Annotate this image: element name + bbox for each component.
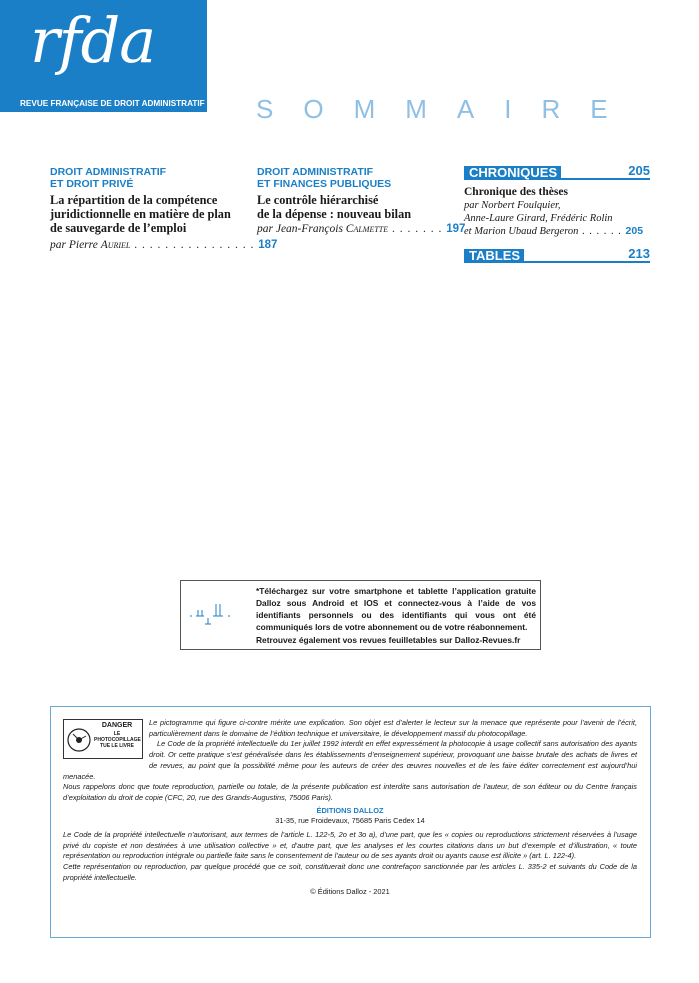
article-column-2	[257, 166, 466, 236]
section-heading: DROIT ADMINISTRATIF ET DROIT PRIVÉ	[50, 166, 167, 190]
legal-paragraph: Nous rappelons donc que toute reproduction, partielle ou totale, de la présente publication est interdite sans autorisation de l’auteur, de son éditeur ou du Centre français d’exploitation du droit de copie (CFC, 20, rue des Grands-Augustins, 75006 Paris).	[63, 782, 637, 802]
journal-subtitle: REVUE FRANÇAISE DE DROIT ADMINISTRATIF	[20, 99, 205, 108]
qr-glyph-icon	[186, 598, 246, 628]
dalloz-revues-link[interactable]: Retrouvez également vos revues feuilletables sur Dalloz-Revues.fr	[256, 635, 521, 645]
copyright: © Éditions Dalloz - 2021	[310, 886, 390, 896]
rfda-logo: rfda	[30, 4, 156, 77]
chroniques-section	[464, 164, 650, 238]
danger-pictogram: DANGER LE PHOTOCOPILLAGE TUE LE LIVRE	[63, 719, 143, 759]
page-number[interactable]: 197	[446, 223, 466, 235]
article-title[interactable]: La répartition de la compétence juridictionnelle en matière de plan de sauvegarde de l’emploi	[50, 193, 231, 235]
tables-page[interactable]: 213	[628, 246, 650, 261]
publisher-name: ÉDITIONS DALLOZ	[316, 805, 384, 815]
publisher-address: 31-35, rue Froidevaux, 75685 Paris Cedex 14	[275, 816, 425, 826]
chroniques-page[interactable]: 205	[628, 163, 650, 178]
legal-paragraph: Le pictogramme qui figure ci-contre mérite une explication. Son objet est d’alerter le lecteur sur la menace que représente pour l’avenir de l’écrit, particulièrement dans le domaine de l’édition technique et universitaire, le développement massif du photocopillage.	[149, 718, 637, 738]
chroniques-label[interactable]: CHRONIQUES	[464, 166, 561, 180]
page-number[interactable]: 205	[625, 225, 644, 237]
app-notice-text: *Téléchargez sur votre smartphone et tablette l’application gratuite Dalloz sous Android et IOS et connectez-vous à l’aide de vos identifiants personnels ou des identifiants qui vous ont été communiqués lors de votre abonnement ou de votre réabonnement. Retrouvez également vos revues feuilletables sur Dalloz-Revues.fr	[256, 586, 536, 645]
chronique-authors: par Norbert Foulquier, Anne-Laure Girard, Frédéric Rolin et Marion Ubaud Bergeron . . . . . . 205	[464, 200, 644, 237]
article-author: par Jean-François Calmette . . . . . . . 197	[257, 223, 466, 235]
page-number[interactable]: 187	[258, 239, 278, 251]
tables-bar	[464, 247, 650, 263]
article-author: par Pierre Auriel . . . . . . . . . . . . . . . . 187	[50, 239, 278, 251]
legal-paragraph: Le Code de la propriété intellectuelle n’autorisant, aux termes de l’article L. 122-5, 2o et 3o a), d’une part, que les « copies ou reproductions strictement réservées à l’usage privé du copiste et non destinées à une utilisation collective » et, d’autre part, que les analyses et les courtes citations dans un but d’exemple et d’illustration, « toute représentation ou reproduction intégrale ou partielle faite sans le consentement de l’auteur ou de ses ayants droit ou ayants cause est illicite » (art. L. 122-4).	[63, 830, 637, 861]
chronique-title[interactable]: Chronique des thèses	[464, 186, 568, 198]
article-column-1	[50, 166, 278, 252]
section-heading: DROIT ADMINISTRATIF ET FINANCES PUBLIQUES	[257, 166, 392, 190]
sommaire-heading: SOMMAIRE	[256, 94, 638, 124]
chroniques-bar	[464, 164, 650, 180]
legal-paragraph: Cette représentation ou reproduction, par quelque procédé que ce soit, constituerait donc une contrefaçon sanctionnée par les articles L. 335-2 et suivants du Code de la propriété intellectuelle.	[63, 862, 637, 882]
legal-paragraph: Le Code de la propriété intellectuelle du 1er juillet 1992 interdit en effet expressément la photocopie à usage collectif sans autorisation des ayants droit. Or cette pratique s’est généralisée dans les établissements d’enseignement supérieur, provoquant une baisse brutale des achats de livres et de revues, au point que la possibilité même pour les auteurs de créer des œuvres nouvelles et de les faire éditer correctement est aujourd’hui menacée.	[63, 739, 637, 781]
tables-label[interactable]: TABLES	[464, 249, 524, 263]
tables-section	[464, 247, 650, 263]
article-title[interactable]: Le contrôle hiérarchisé de la dépense : nouveau bilan	[257, 193, 412, 221]
legal-notice	[63, 718, 637, 897]
